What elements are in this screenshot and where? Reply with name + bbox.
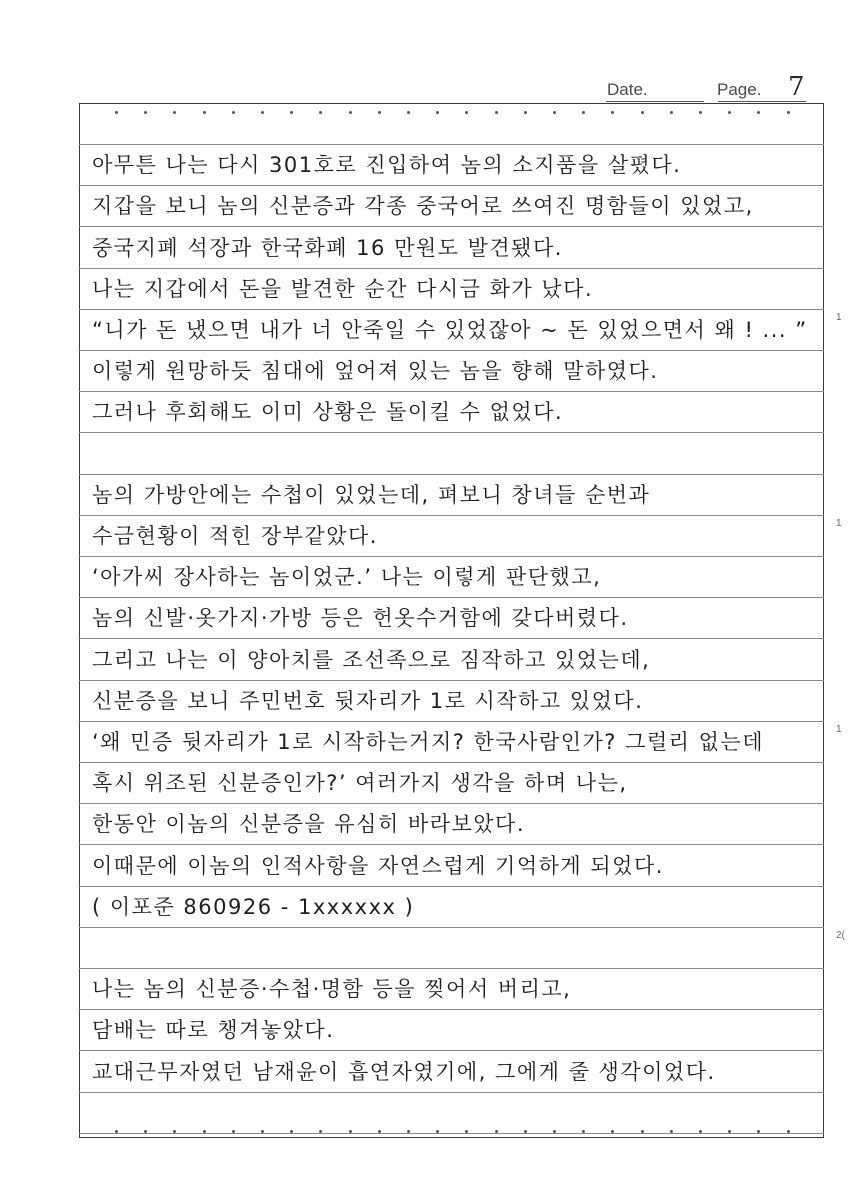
ruled-line — [79, 803, 824, 804]
ruled-line — [79, 1009, 824, 1010]
ruled-line — [79, 762, 824, 763]
ruled-line — [79, 391, 824, 392]
text-line: “니가 돈 냈으면 내가 너 안죽일 수 있었잖아 ~ 돈 있었으면서 왜 ! ... ” — [92, 318, 808, 342]
text-line: 이때문에 이놈의 인적사항을 자연스럽게 기억하게 되었다. — [92, 853, 664, 878]
ruled-line — [79, 432, 824, 433]
margin-dot — [115, 111, 118, 114]
text-line: 이렇게 원망하듯 침대에 엎어져 있는 놈을 향해 말하였다. — [92, 359, 659, 384]
margin-dot — [757, 111, 760, 114]
margin-mark: 1 — [836, 518, 842, 529]
ruled-line — [79, 597, 824, 598]
ruled-line — [79, 721, 824, 722]
margin-dot — [611, 111, 614, 114]
ruled-line — [79, 680, 824, 681]
margin-dot — [641, 111, 644, 114]
margin-dot — [261, 111, 264, 114]
text-line: 혹시 위조된 신분증인가?’ 여러가지 생각을 하며 나는, — [92, 771, 628, 796]
text-line: ‘왜 민증 뒷자리가 1로 시작하는거지? 한국사람인가? 그럴리 없는데 — [92, 730, 764, 754]
ruled-line — [79, 1092, 824, 1093]
text-line: 아무튼 나는 다시 301호로 진입하여 놈의 소지품을 살폈다. — [92, 153, 682, 178]
margin-dot — [173, 111, 176, 114]
text-line: 나는 놈의 신분증·수첩·명함 등을 찢어서 버리고, — [92, 977, 572, 1002]
text-line: ( 이포준 860926 - 1xxxxxx ) — [92, 894, 415, 919]
ruled-line — [79, 144, 824, 145]
ruled-line — [79, 350, 824, 351]
margin-dot — [465, 111, 468, 114]
text-line: 교대근무자였던 남재윤이 흡연자였기에, 그에게 줄 생각이었다. — [92, 1059, 716, 1084]
text-line: 한동안 이놈의 신분증을 유심히 바라보았다. — [92, 812, 526, 837]
ruled-line — [79, 474, 824, 475]
text-line: ‘아가씨 장사하는 놈이었군.’ 나는 이렇게 판단했고, — [92, 565, 602, 590]
date-underline — [606, 101, 704, 102]
text-line: 신분증을 보니 주민번호 뒷자리가 1로 시작하고 있었다. — [92, 688, 644, 713]
ruled-line — [79, 309, 824, 310]
ruled-line — [79, 638, 824, 639]
ruled-line — [79, 226, 824, 227]
margin-dot — [436, 111, 439, 114]
page-header — [600, 74, 810, 102]
text-line: 놈의 신발·옷가지·가방 등은 헌옷수거함에 갖다버렸다. — [92, 606, 629, 631]
margin-dot — [144, 111, 147, 114]
ruled-line — [79, 927, 824, 928]
margin-mark: 1 — [836, 312, 842, 323]
margin-dot — [524, 111, 527, 114]
ruled-line — [79, 1050, 824, 1051]
ruled-line — [79, 1133, 824, 1134]
ruled-line — [79, 268, 824, 269]
margin-dot — [203, 111, 206, 114]
ruled-line — [79, 886, 824, 887]
text-line: 그리고 나는 이 양아치를 조선족으로 짐작하고 있었는데, — [92, 647, 651, 672]
date-label: Date. — [607, 80, 648, 99]
text-line: 나는 지갑에서 돈을 발견한 순간 다시금 화가 났다. — [92, 276, 594, 301]
text-line: 놈의 가방안에는 수첩이 있었는데, 펴보니 창녀들 순번과 — [92, 482, 651, 507]
ruled-line — [79, 556, 824, 557]
text-line: 담배는 따로 챙겨놓았다. — [92, 1018, 335, 1043]
text-line: 그러나 후회해도 이미 상황은 돌이킬 수 없었다. — [92, 400, 564, 425]
ruled-line — [79, 968, 824, 969]
margin-dot — [699, 111, 702, 114]
text-line: 중국지폐 석장과 한국화폐 16 만원도 발견됐다. — [92, 235, 563, 260]
top-dot-row — [115, 109, 805, 117]
margin-dot — [378, 111, 381, 114]
margin-dot — [787, 111, 790, 114]
page-number: 7 — [788, 72, 805, 102]
margin-dot — [290, 111, 293, 114]
margin-dot — [582, 111, 585, 114]
margin-dot — [232, 111, 235, 114]
margin-mark: 1 — [836, 724, 842, 735]
text-line: 지갑을 보니 놈의 신분증과 각종 중국어로 쓰여진 명함들이 있었고, — [92, 194, 754, 219]
margin-dot — [319, 111, 322, 114]
ruled-line — [79, 185, 824, 186]
margin-dot — [407, 111, 410, 114]
ruled-line — [79, 844, 824, 845]
page-label: Page. — [717, 80, 762, 99]
margin-dot — [553, 111, 556, 114]
ruled-line — [79, 515, 824, 516]
margin-dot — [670, 111, 673, 114]
margin-dot — [349, 111, 352, 114]
margin-dot — [495, 111, 498, 114]
margin-mark: 2( — [836, 930, 845, 941]
margin-dot — [728, 111, 731, 114]
text-line: 수금현황이 적힌 장부같았다. — [92, 524, 378, 548]
